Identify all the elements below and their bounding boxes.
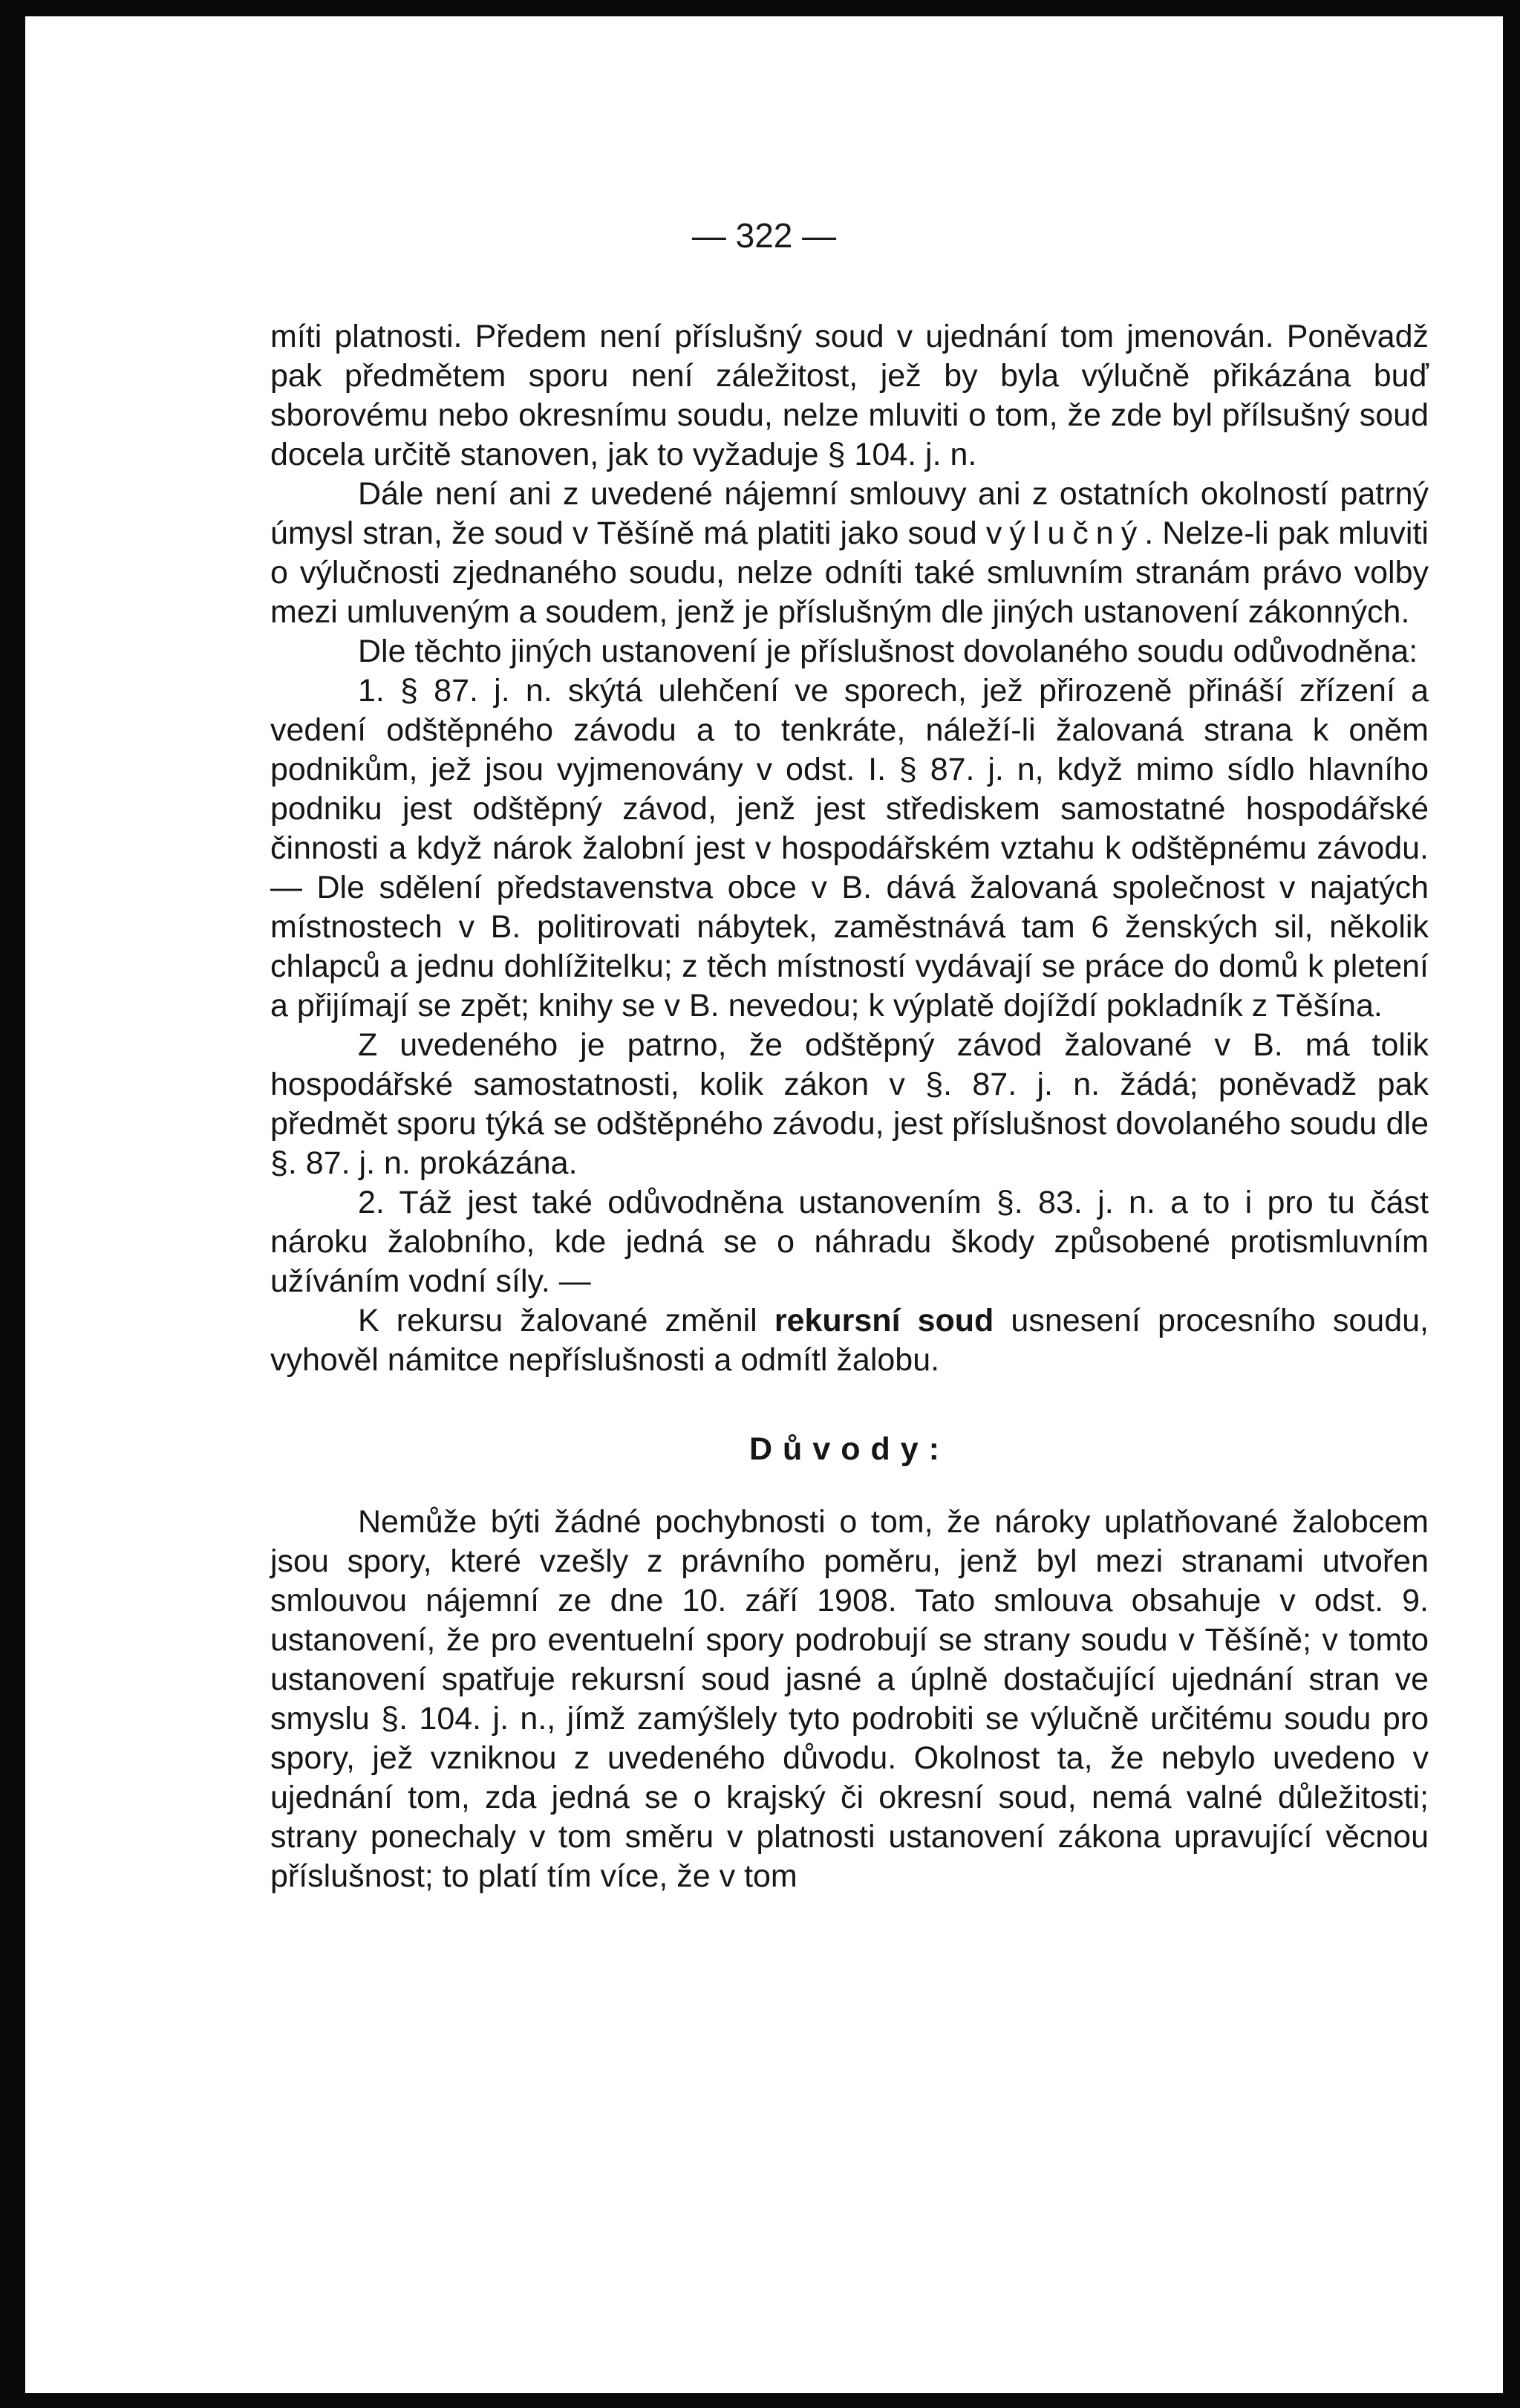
paragraph-6: 2. Táž jest také odůvodněna ustanovením §. 83. j. n. a to i pro tu část nároku žalobního, kde jedná se o náhradu škody způsobené protismluvním užíváním vodní síly. — — [270, 1185, 1429, 1299]
paragraph-5: Z uvedeného je patrno, že odštěpný závod žalované v B. má tolik hospodářské samostatnosti, kolik zákon v §. 87. j. n. žádá; poněvadž pak předmět sporu týká se odštěpného závodu, jest příslušnost dovolaného soudu dle §. 87. j. n. prokázána. — [270, 1027, 1429, 1181]
paragraph-7-part-a: K rekursu žalované změnil — [358, 1303, 774, 1338]
paragraph-7 — [270, 1301, 1429, 1380]
paragraph-4: 1. § 87. j. n. skýtá ulehčení ve sporech, jež přirozeně přináší zřízení a vedení odštěpného závodu a to tenkráte, náleží-li žalovaná strana k oněm podnikům, jež jsou vyjmenovány v odst. I. § 87. j. n, když mimo sídlo hlavního podniku jest odštěpný závod, jenž jest střediskem samostatné hospodářské činnosti a když nárok žalobní jest v hospodářském vztahu k odštěpnému závodu. — Dle sdělení představenstva obce v B. dává žalovaná společnost v najatých místnostech v B. politirovati nábytek, zaměstnává tam 6 ženských sil, několik chlapců a jednu dohlížitelku; z těch místností vydávají se práce do domů k pletení a přijímají se zpět; knihy se v B. nevedou; k výplatě dojíždí pokladník z Těšína. — [270, 673, 1429, 1024]
paragraph-2-part-a: Dále není ani z uvedené nájemní smlouvy ani z ostatních okolností patrný úmysl stran, že soud v Těšíně má platiti jako soud — [270, 476, 1429, 551]
paragraph-7-part-b: usnesení procesního soudu, vyhověl námitce nepříslušnosti a odmítl žalobu. — [270, 1303, 1429, 1378]
book-page — [25, 16, 1503, 2393]
page-body — [270, 317, 1429, 1896]
paragraph-3: Dle těchto jiných ustanovení je příslušnost dovolaného soudu odůvodněna: — [358, 634, 1418, 669]
paragraph-1: míti platnosti. Předem není příslušný soud v ujednání tom jmenován. Poněvadž pak předmětem sporu není záležitost, jež by byla výlučně přikázána buď sborovému nebo okresnímu soudu, nelze mluviti o tom, že zde byl přílsušný soud docela určitě stanoven, jak to vyžaduje § 104. j. n. — [270, 319, 1429, 472]
emphasis-vylucny: výlučný — [985, 515, 1145, 551]
paragraph-2-part-b: . Nelze-li pak mluviti o výlučnosti zjednaného soudu, nelze odníti také smluvním stranám právo volby mezi umluveným a soudem, jenž je příslušným dle jiných ustanovení zákonných. — [270, 515, 1429, 630]
paragraph-2 — [270, 475, 1429, 632]
page-number: — 322 — — [691, 216, 837, 255]
paragraph-8: Nemůže býti žádné pochybnosti o tom, že nároky uplatňované žalobcem jsou spory, které vzešly z právního poměru, jenž byl mezi stranami utvořen smlouvou nájemní ze dne 10. září 1908. Tato smlouva obsahuje v odst. 9. ustanovení, že pro eventuelní spory podrobují se strany soudu v Těšíně; v tomto ustanovení spatřuje rekursní soud jasné a úplně dostačující ujednání stran ve smyslu §. 104. j. n., jímž zamýšlely tyto podrobiti se výlučně určitému soudu pro spory, jež vzniknou z uvedeného důvodu. Okolnost ta, že nebylo uvedeno v ujednání tom, zda jedná se o krajský či okresní soud, nemá valné důležitosti; strany ponechaly v tom směru v platnosti ustanovení zákona upravující věcnou příslušnost; to platí tím více, že v tom — [270, 1504, 1429, 1894]
section-heading: Důvody: — [749, 1431, 950, 1467]
emphasis-rekursni-soud: rekursní soud — [774, 1303, 994, 1338]
